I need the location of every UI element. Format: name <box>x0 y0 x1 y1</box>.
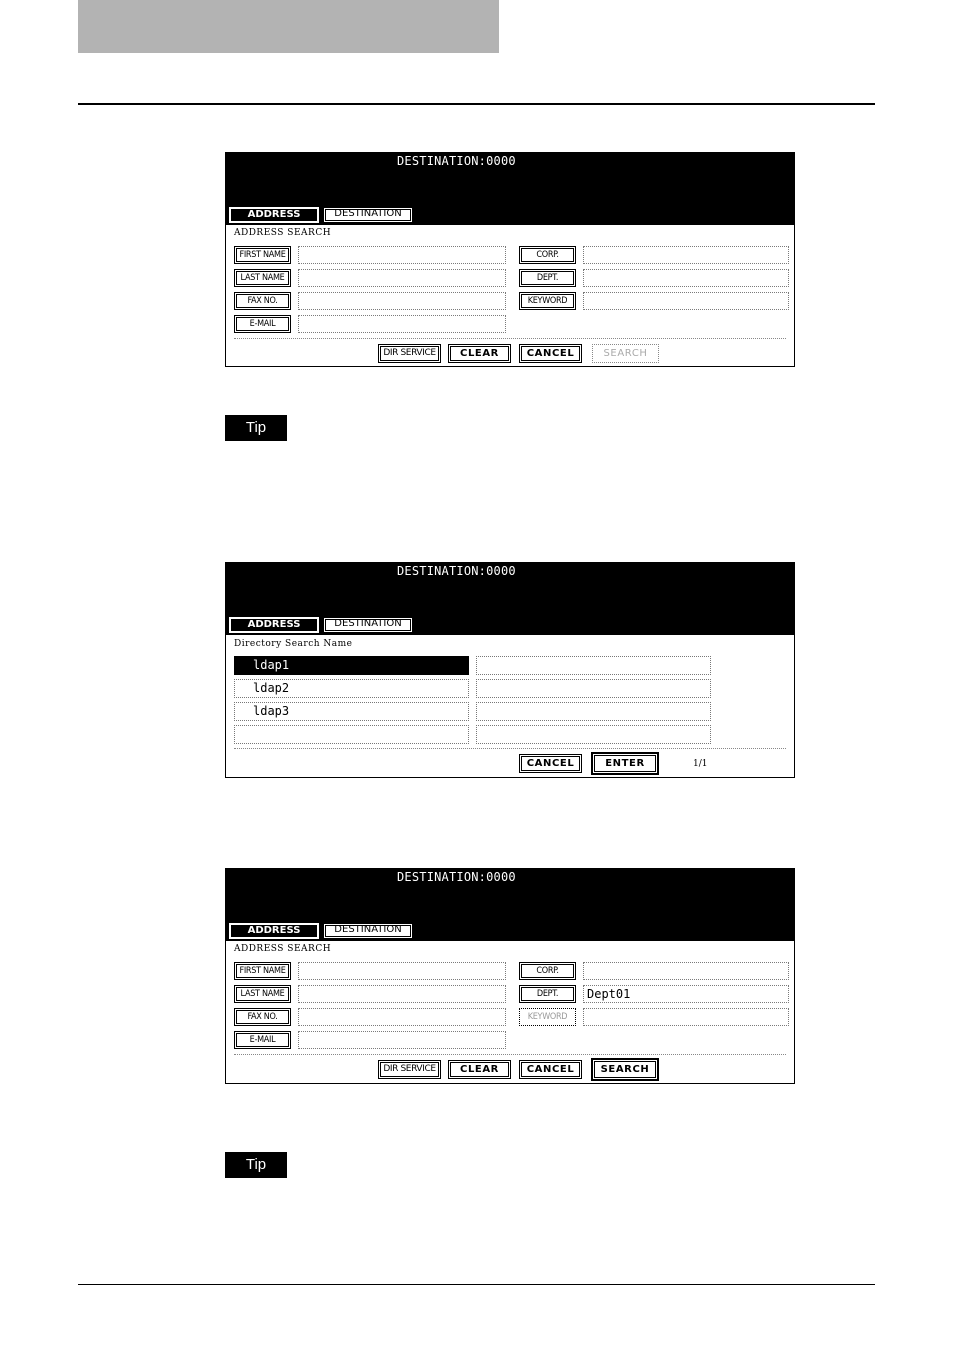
page-header-bar <box>78 0 499 53</box>
fax-no-button[interactable]: FAX NO. <box>234 292 291 310</box>
last-name-button[interactable]: LAST NAME <box>234 985 291 1003</box>
dept-field[interactable]: Dept01 <box>583 985 789 1003</box>
email-field[interactable] <box>298 1031 506 1049</box>
keyword-field[interactable] <box>583 292 789 310</box>
directory-item-blank[interactable] <box>476 725 711 744</box>
search-button[interactable]: SEARCH <box>592 344 659 363</box>
corp-field[interactable] <box>583 246 789 264</box>
directory-search-panel <box>225 562 795 778</box>
page-indicator: 1/1 <box>693 759 708 769</box>
fax-no-field[interactable] <box>298 1008 506 1026</box>
last-name-field[interactable] <box>298 269 506 287</box>
first-name-button[interactable]: FIRST NAME <box>234 962 291 980</box>
cancel-button[interactable]: CANCEL <box>519 754 582 773</box>
divider <box>234 338 786 339</box>
tab-address[interactable]: ADDRESS <box>229 617 319 633</box>
fax-no-field[interactable] <box>298 292 506 310</box>
section-label: ADDRESS SEARCH <box>234 944 332 954</box>
directory-item[interactable] <box>234 725 469 744</box>
bottom-rule <box>78 1284 875 1285</box>
enter-button[interactable]: ENTER <box>591 752 659 775</box>
tab-destination[interactable]: DESTINATION <box>323 617 413 633</box>
tab-address[interactable]: ADDRESS <box>229 207 319 223</box>
keyword-button[interactable]: KEYWORD <box>519 1008 576 1026</box>
dept-button[interactable]: DEPT. <box>519 985 576 1003</box>
destination-title: DESTINATION:0000 <box>397 564 516 578</box>
top-rule <box>78 103 875 105</box>
email-field[interactable] <box>298 315 506 333</box>
destination-title: DESTINATION:0000 <box>397 154 516 168</box>
corp-button[interactable]: CORP. <box>519 246 576 264</box>
divider <box>234 748 786 749</box>
keyword-button[interactable]: KEYWORD <box>519 292 576 310</box>
dir-service-button[interactable]: DIR SERVICE <box>378 1060 441 1079</box>
last-name-button[interactable]: LAST NAME <box>234 269 291 287</box>
directory-item[interactable]: ldap3 <box>234 702 469 721</box>
tip-badge: Tip <box>225 1152 287 1178</box>
first-name-button[interactable]: FIRST NAME <box>234 246 291 264</box>
directory-item-blank[interactable] <box>476 656 711 675</box>
destination-title: DESTINATION:0000 <box>397 870 516 884</box>
first-name-field[interactable] <box>298 246 506 264</box>
tab-address[interactable]: ADDRESS <box>229 923 319 939</box>
first-name-field[interactable] <box>298 962 506 980</box>
divider <box>234 1054 786 1055</box>
tab-destination[interactable]: DESTINATION <box>323 207 413 223</box>
cancel-button[interactable]: CANCEL <box>519 344 582 363</box>
address-search-panel-2 <box>225 868 795 1084</box>
keyword-field[interactable] <box>583 1008 789 1026</box>
directory-item-blank[interactable] <box>476 702 711 721</box>
directory-item-blank[interactable] <box>476 679 711 698</box>
search-button[interactable]: SEARCH <box>591 1058 659 1081</box>
directory-item[interactable]: ldap1 <box>234 656 469 675</box>
fax-no-button[interactable]: FAX NO. <box>234 1008 291 1026</box>
corp-field[interactable] <box>583 962 789 980</box>
address-search-panel-1 <box>225 152 795 367</box>
section-label: Directory Search Name <box>234 639 353 649</box>
dir-service-button[interactable]: DIR SERVICE <box>378 344 441 363</box>
cancel-button[interactable]: CANCEL <box>519 1060 582 1079</box>
dept-field[interactable] <box>583 269 789 287</box>
email-button[interactable]: E-MAIL <box>234 315 291 333</box>
email-button[interactable]: E-MAIL <box>234 1031 291 1049</box>
last-name-field[interactable] <box>298 985 506 1003</box>
directory-item[interactable]: ldap2 <box>234 679 469 698</box>
corp-button[interactable]: CORP. <box>519 962 576 980</box>
tip-badge: Tip <box>225 415 287 441</box>
clear-button[interactable]: CLEAR <box>448 1060 511 1079</box>
tab-destination[interactable]: DESTINATION <box>323 923 413 939</box>
section-label: ADDRESS SEARCH <box>234 228 332 238</box>
dept-button[interactable]: DEPT. <box>519 269 576 287</box>
clear-button[interactable]: CLEAR <box>448 344 511 363</box>
